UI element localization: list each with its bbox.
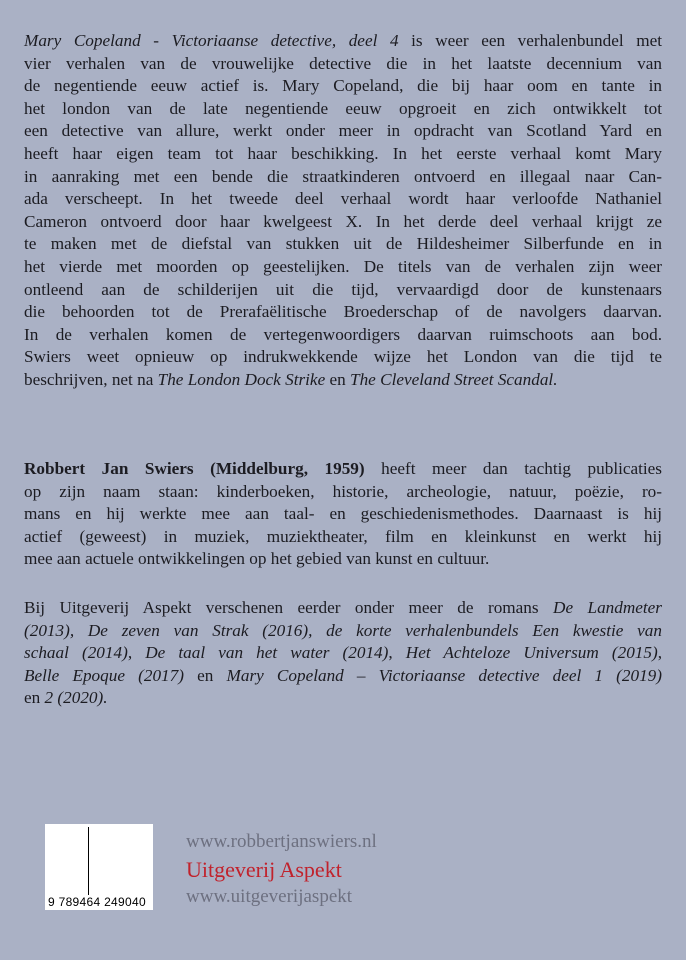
text-segment: de negentiende eeuw actief is. Mary Copeland, die bij haar oom en tante in [24,76,662,96]
text-line [24,256,662,279]
italic-text: 2 (2020). [44,688,108,708]
italic-text: De Landmeter [553,598,662,617]
text-segment: en [183,665,227,685]
text-line [24,548,662,571]
text-segment: op zijn naam staan: kinderboeken, historie, archeologie, natuur, poëzie, ro- [24,481,662,501]
text-segment: , [127,643,146,663]
text-line [24,98,662,121]
text-segment: actief (geweest) in muziek, muziektheater, film en kleinkunst en werkt hij [24,526,662,546]
italic-text: The London Dock Strike [157,369,326,389]
text-segment: In de verhalen komen de vertegenwoordigers daarvan ruimschoots aan bod. [24,324,662,344]
text-line [24,279,662,302]
text-segment: beschrijven, net na [24,369,158,389]
italic-text: Belle Epoque (2017) [24,665,184,685]
text-line [24,369,662,392]
text-line [24,458,662,481]
italic-text: Mary Copeland – Victoriaanse detective deel 1 (2019) [226,665,662,685]
text-line [24,346,662,369]
italic-text: Het Achteloze Universum (2015) [405,643,658,663]
text-line [24,620,662,643]
italic-text: (2013), De zeven van Strak (2016), de korte verhalenbundels Een kwestie van [24,620,662,640]
text-segment: is weer een verhalenbundel met [398,31,662,50]
text-line [24,642,662,665]
text-segment: in aanraking met een bende die straatkinderen ontvoerd en illegaal naar Can- [24,166,662,186]
isbn-number: 9 789464 249040 [48,895,146,909]
italic-text: De taal van het water (2014) [145,643,389,663]
italic-text: schaal (2014) [24,643,128,663]
text-line [24,324,662,347]
publisher-name: Uitgeverij Aspekt [186,857,342,882]
text-segment: vier verhalen van de vrouwelijke detective die in het laatste decennium van [24,53,662,73]
italic-text: Mary Copeland - Victoriaanse detective, deel 4 [24,31,399,50]
text-segment: die behoorden tot de Prerafaëlitische Broederschap of de navolgers daarvan. [24,302,662,322]
text-segment: heeft meer dan tachtig publicaties [364,459,662,478]
text-segment: en [24,688,45,708]
barcode-bars [49,827,149,895]
text-line [24,53,662,76]
text-line [24,665,662,688]
text-segment: en [325,369,351,389]
text-line [24,481,662,504]
text-segment: Cameron ontvoerd door haar kwelgeest X. In het derde deel verhaal krijgt ze [24,211,662,231]
text-line [24,166,662,189]
text-segment: heeft haar eigen team tot haar beschikking. In het eerste verhaal komt Mary [24,143,662,163]
text-line [24,188,662,211]
bold-text: Robbert Jan Swiers (Middelburg, 1959) [24,459,365,478]
text-segment: mee aan actuele ontwikkelingen op het gebied van kunst en cultuur. [24,549,490,569]
text-line [24,233,662,256]
text-line [24,526,662,549]
text-segment: mans en hij werkte mee aan taal- en geschiedenismethodes. Daarnaast is hij [24,504,662,524]
text-segment: Bij Uitgeverij Aspekt verschenen eerder onder meer de romans [24,598,554,617]
text-segment: te maken met de diefstal van stukken uit de Hildesheimer Silberfunde en in [24,234,662,254]
text-line [24,503,662,526]
book-description [24,30,662,392]
text-line [24,143,662,166]
text-segment: het london van de late negentiende eeuw opgroeit en zich ontwikkelt tot [24,98,662,118]
isbn-barcode [45,824,153,910]
text-line [24,301,662,324]
text-segment: , [657,643,662,663]
text-line [24,30,662,53]
italic-text: The Cleveland Street Scandal. [350,369,558,389]
text-segment: een detective van allure, werkt onder meer in opdracht van Scotland Yard en [24,121,662,141]
previous-works [24,597,662,710]
text-segment: , [388,643,406,663]
text-segment: Swiers weet opnieuw op indrukwekkende wijze het London van die tijd te [24,347,662,367]
text-line [24,75,662,98]
publisher-website: www.uitgeverijaspekt [186,886,353,907]
text-line [24,687,662,710]
text-segment: het vierde met moorden op geestelijken. De titels van de verhalen zijn weer [24,256,662,276]
text-line [24,120,662,143]
text-line [24,597,662,620]
text-segment: ontleend aan de schilderijen uit die tijd, vervaardigd door de kunstenaars [24,279,662,299]
text-segment: ada verscheept. In het tweede deel verhaal wordt haar verloofde Nathaniel [24,189,662,209]
author-website: www.robbertjanswiers.nl [186,831,377,852]
author-bio [24,458,662,571]
text-line [24,211,662,234]
